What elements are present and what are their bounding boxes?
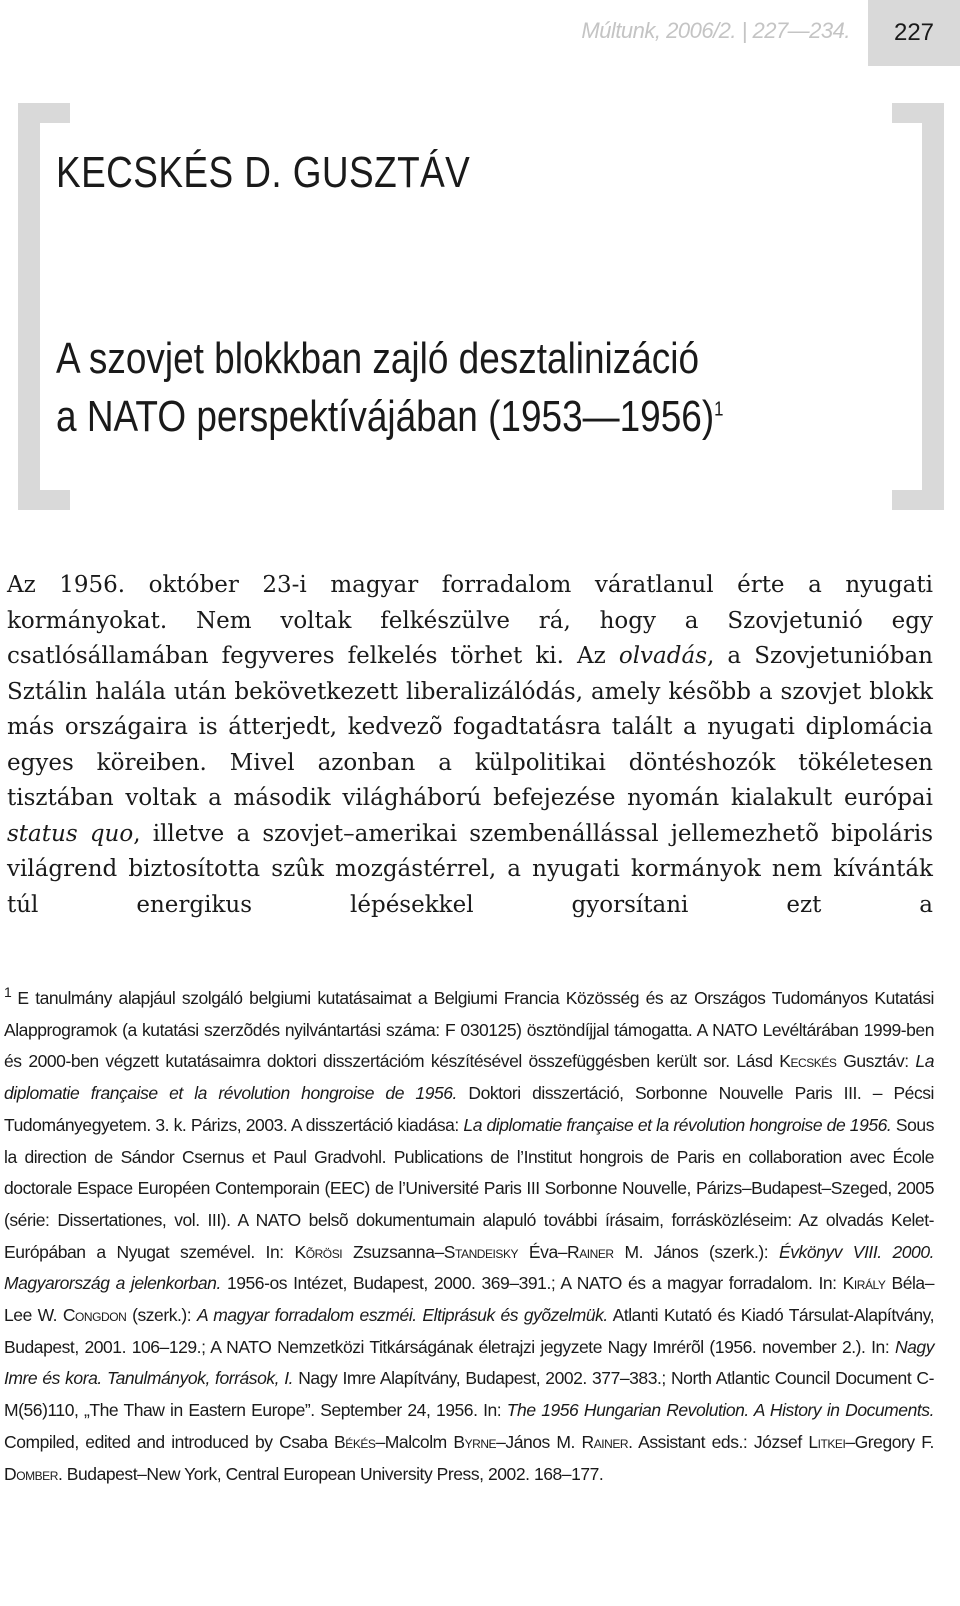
- footnote-author-name: Király: [842, 1273, 886, 1294]
- footnote-author-name: Kecskés: [779, 1051, 837, 1072]
- footnote-text: 1956-os Intézet, Budapest, 2000. 369–391.; A NATO és a magyar forradalom. In:: [220, 1273, 843, 1294]
- footnote-text: Sous la direction de Sándor Csernus et Paul Gradvohl. Publications de l’Institut hongrois de Paris en collaboration avec École doctorale Espace Européen Contemporain (EEC) de l’Université Paris III Sorbonne Nouvelle, Párizs–Budapest–Szeged, 2005 (série: Dissertationes, vol. III). A NATO belsõ dokumentumain alapuló további írásaim, forrásközléseim: Az olvadás Kelet-Európában a Nyugat szemével. In:: [4, 1114, 935, 1262]
- footnote-text: –Gregory F.: [845, 1431, 934, 1452]
- footnote-text: . Budapest–New York, Central European University Press, 2002. 168–177.: [57, 1463, 604, 1484]
- footnote-author-name: Byrne: [453, 1431, 497, 1452]
- page-number-box: [868, 0, 960, 66]
- footnote-work-title: Nagy Imre és kora. Tanulmányok, források, I.: [4, 1336, 934, 1389]
- right-bracket-decoration: [892, 103, 944, 510]
- paragraph-text: [7, 568, 933, 923]
- footnote-text: Nagy Imre Alapítvány, Budapest, 2002. 377–383.; North Atlantic Council Document C-M(56)110, „The Thaw in Eastern Europe”. September 24, 1956. In:: [4, 1368, 934, 1421]
- footnote-author-name: Congdon: [62, 1305, 127, 1326]
- title-line-2: [56, 388, 723, 446]
- footnote-text: Compiled, edited and introduced by Csaba: [4, 1431, 335, 1452]
- body-text-run: , illetve a szovjet–amerikai szembenállással jellemezhetõ bipoláris világrend biztosította szûk mozgástérrel, a nyugati kormányok nem kívánták túl energikus lépésekkel gyorsítani ezt a: [7, 820, 933, 918]
- footnote-author-name: Standeisky: [443, 1241, 519, 1262]
- footnote-text: Zsuzsanna–: [342, 1241, 444, 1262]
- footnote-author-name: Kõrösi: [294, 1241, 343, 1262]
- footnote-text: . Assistant eds.: József: [628, 1431, 809, 1452]
- footnote-text: –János M.: [496, 1431, 582, 1452]
- footnote-work-title: A magyar forradalom eszméi. Eltiprásuk és gyõzelmük.: [196, 1305, 608, 1326]
- page-number: 227: [893, 19, 935, 46]
- footnote-text: (szerk.):: [126, 1305, 197, 1326]
- title-line-1: A szovjet blokkban zajló desztalinizáció: [56, 334, 700, 383]
- footnote-author-name: Domber: [4, 1463, 58, 1484]
- footnote-text: Éva–: [518, 1241, 568, 1262]
- footnote-text: E tanulmány alapjául szolgáló belgiumi kutatásaimat a Belgiumi Francia Közösség és az Országos Tudományos Kutatási Alapprogramok (a kutatási szerzõdés nyilvántartási száma: F 030125) ösztöndíjjal támogatta. A NATO Levéltárában 1999-ben és 2000-ben végzett kutatásaimra doktori disszertációm készítésével összefüggésben került sor. Lásd: [4, 988, 934, 1072]
- body-italic-term: status quo: [7, 820, 134, 847]
- footnote-author-name: Rainer: [567, 1241, 614, 1262]
- footnote-text: M. János (szerk.):: [613, 1241, 779, 1262]
- footnote-text: –Malcolm: [375, 1431, 454, 1452]
- body-text-run: , a Szovjetunióban Sztálin halála után bekövetkezett liberalizálódás, amely késõbb a szovjet blokk más országaira is átterjedt, kedvezõ fogadtatásra talált a nyugati diplomácia egyes köreiben. Mivel azonban a külpolitikai döntéshozók tökéletesen tisztában voltak a második világháború befejezése nyomán kialakult európai: [7, 643, 933, 811]
- footnote-work-title: La diplomatie française et la révolution hongroise de 1956.: [463, 1114, 892, 1135]
- footnote-text: Atlanti Kutató és Kiadó Társulat-Alapítvány, Budapest, 2001. 106–129.; A NATO Nemzetközi Titkárságának életrajzi jegyzete Nagy Imrérõl (1956. november 2.). In:: [4, 1305, 935, 1357]
- body-italic-term: olvadás: [618, 643, 707, 669]
- journal-citation: Múltunk, 2006/2. | 227—234.: [581, 18, 850, 43]
- footnote-text: Doktori disszertáció, Sorbonne Nouvelle Paris III. – Pécsi Tudományegyetem. 3. k. Párizs, 2003. A disszertáció kiadása:: [4, 1083, 934, 1135]
- body-paragraph: [7, 568, 933, 923]
- footnote-work-title: La diplomatie française et la révolution hongroise de 1956.: [4, 1051, 934, 1104]
- body-text-run: Az 1956. október 23-i magyar forradalom váratlanul érte a nyugati kormányokat. Nem voltak felkészülve rá, hogy a Szovjetunió egy csatlósállamában fegyveres felkelés törhet ki. Az: [7, 572, 933, 669]
- footnote-author-name: Litkei: [808, 1431, 846, 1452]
- footnote-work-title: The 1956 Hungarian Revolution. A History in Documents.: [506, 1400, 934, 1421]
- footnote-number: 1: [4, 984, 12, 1001]
- footnote-text: Gusztáv:: [836, 1051, 916, 1072]
- title-line-2-text: a NATO perspektívájában (1953—1956): [56, 392, 715, 441]
- footnote-author-name: Békés: [334, 1431, 376, 1452]
- author-name: KECSKÉS D. GUSZTÁV: [56, 148, 471, 197]
- footnote-author-name: Rainer: [581, 1431, 629, 1452]
- footnote-1: [4, 983, 934, 1490]
- article-title: [56, 330, 723, 446]
- footnote-reference[interactable]: 1: [714, 398, 724, 421]
- footnote-work-title: Évkönyv VIII. 2000. Magyarország a jelenkorban.: [4, 1241, 935, 1294]
- footnote-text: Béla–Lee W.: [4, 1273, 934, 1326]
